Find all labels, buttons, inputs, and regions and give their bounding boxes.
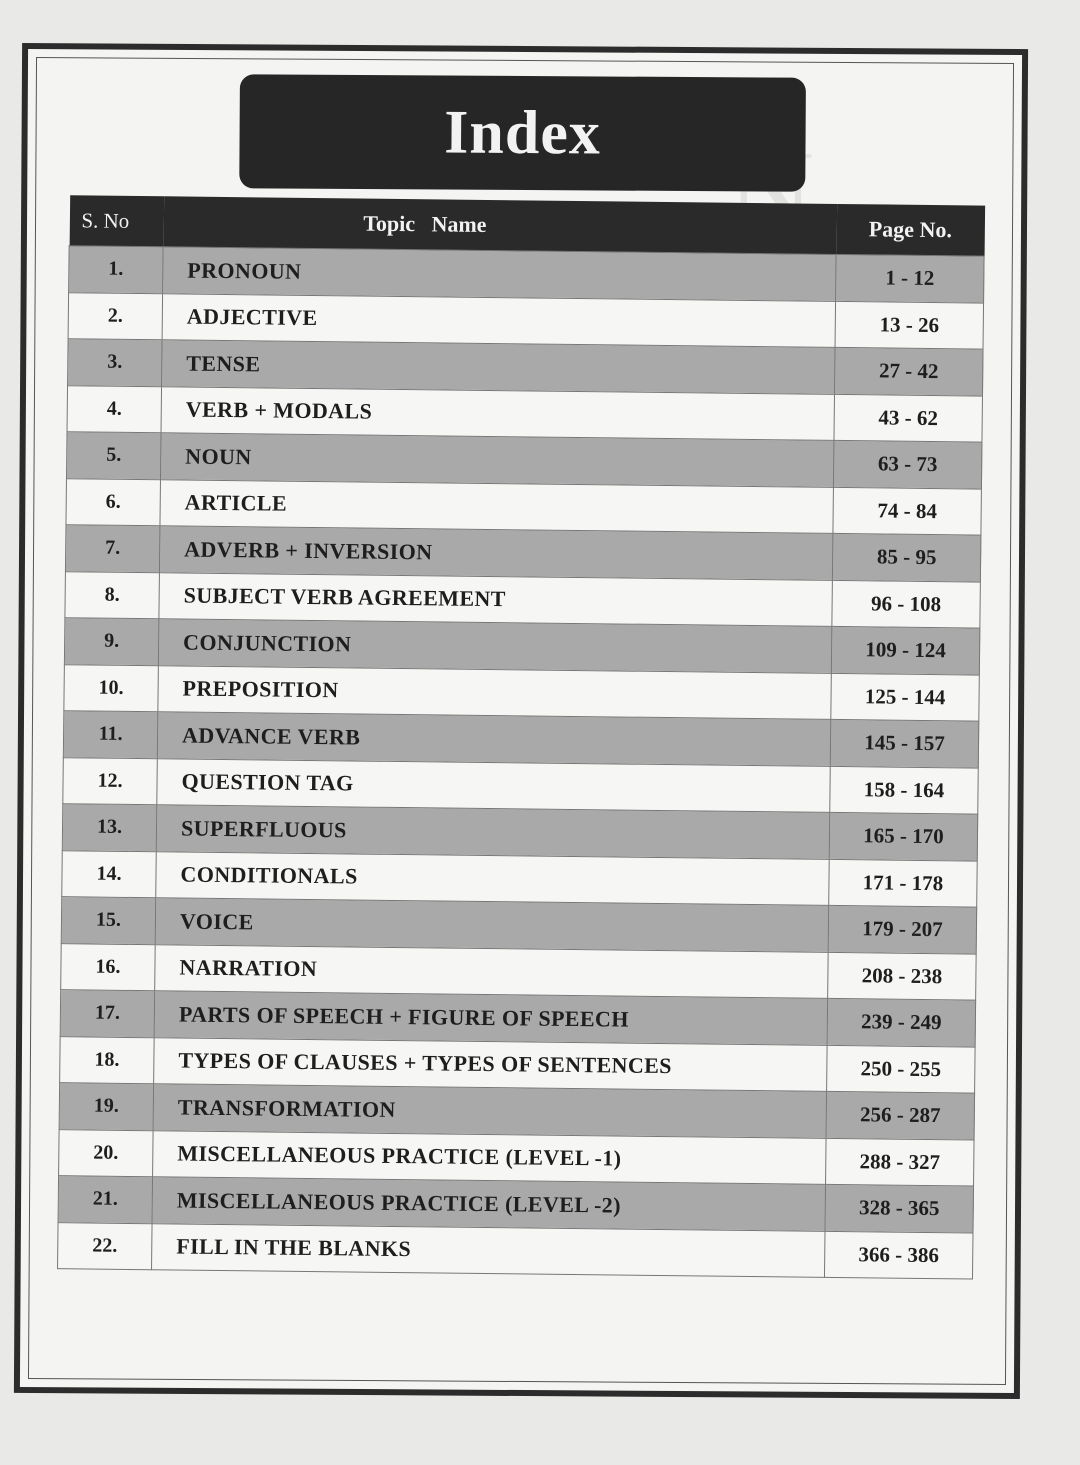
row-sno: 15. <box>61 897 156 945</box>
row-pages: 43 - 62 <box>834 394 983 442</box>
row-pages: 1 - 12 <box>836 254 985 302</box>
row-pages: 74 - 84 <box>833 487 982 535</box>
row-topic: VOICE <box>155 898 828 952</box>
row-pages: 256 - 287 <box>826 1091 975 1139</box>
row-topic: TYPES OF CLAUSES + TYPES OF SENTENCES <box>154 1037 827 1091</box>
row-pages: 250 - 255 <box>827 1045 976 1093</box>
row-topic: MISCELLANEOUS PRACTICE (LEVEL -2) <box>152 1177 825 1231</box>
row-topic: PARTS OF SPEECH + FIGURE OF SPEECH <box>154 991 827 1045</box>
row-sno: 2. <box>68 292 163 340</box>
row-topic: NOUN <box>160 433 833 487</box>
row-sno: 10. <box>64 664 159 712</box>
row-sno: 3. <box>68 339 163 387</box>
row-pages: 85 - 95 <box>832 533 981 581</box>
row-sno: 5. <box>66 432 161 480</box>
row-pages: 27 - 42 <box>834 347 983 395</box>
row-sno: 11. <box>63 711 158 759</box>
row-sno: 1. <box>69 246 164 294</box>
row-sno: 12. <box>63 757 158 805</box>
row-sno: 9. <box>64 618 159 666</box>
column-header-topic: Topic Name <box>163 196 837 254</box>
row-topic: PREPOSITION <box>158 665 831 719</box>
table-body <box>58 246 985 1279</box>
row-sno: 7. <box>65 525 160 573</box>
row-sno: 13. <box>62 804 157 852</box>
row-topic: ADVANCE VERB <box>157 712 830 766</box>
row-pages: 179 - 207 <box>828 905 977 953</box>
row-pages: 328 - 365 <box>825 1184 974 1232</box>
row-pages: 239 - 249 <box>827 998 976 1046</box>
row-sno: 19. <box>59 1083 154 1131</box>
row-topic: MISCELLANEOUS PRACTICE (LEVEL -1) <box>153 1130 826 1184</box>
row-sno: 21. <box>58 1176 153 1224</box>
row-pages: 109 - 124 <box>831 626 980 674</box>
column-header-page: Page No. <box>836 204 985 256</box>
row-sno: 17. <box>60 990 155 1038</box>
row-topic: ARTICLE <box>160 479 833 533</box>
row-topic: ADJECTIVE <box>162 293 835 347</box>
title-banner <box>239 74 806 191</box>
row-sno: 18. <box>60 1036 155 1084</box>
column-header-sno: S. No <box>69 195 164 247</box>
row-sno: 6. <box>66 478 161 526</box>
row-topic: CONDITIONALS <box>156 851 829 905</box>
page-title: Index <box>444 98 602 167</box>
row-topic: CONJUNCTION <box>158 619 831 673</box>
row-pages: 125 - 144 <box>831 673 980 721</box>
row-pages: 158 - 164 <box>830 766 979 814</box>
row-sno: 22. <box>58 1222 153 1270</box>
row-topic: QUESTION TAG <box>157 758 830 812</box>
row-topic: TRANSFORMATION <box>153 1084 826 1138</box>
row-pages: 171 - 178 <box>829 859 978 907</box>
row-pages: 13 - 26 <box>835 301 984 349</box>
row-sno: 8. <box>65 571 160 619</box>
row-pages: 165 - 170 <box>829 812 978 860</box>
row-sno: 14. <box>62 850 157 898</box>
row-pages: 96 - 108 <box>832 580 981 628</box>
row-topic: SUBJECT VERB AGREEMENT <box>159 572 832 626</box>
row-topic: FILL IN THE BLANKS <box>152 1223 825 1277</box>
row-pages: 366 - 386 <box>824 1231 973 1279</box>
row-topic: VERB + MODALS <box>161 386 834 440</box>
row-pages: 288 - 327 <box>826 1138 975 1186</box>
index-table <box>57 195 985 1279</box>
row-topic: SUPERFLUOUS <box>156 805 829 859</box>
row-pages: 208 - 238 <box>828 952 977 1000</box>
row-pages: 145 - 157 <box>830 719 979 767</box>
row-sno: 4. <box>67 385 162 433</box>
table-row <box>58 1222 973 1279</box>
row-topic: TENSE <box>162 340 835 394</box>
row-topic: PRONOUN <box>163 247 836 301</box>
row-sno: 20. <box>59 1129 154 1177</box>
row-sno: 16. <box>61 943 156 991</box>
row-pages: 63 - 73 <box>833 440 982 488</box>
row-topic: NARRATION <box>155 944 828 998</box>
row-topic: ADVERB + INVERSION <box>159 526 832 580</box>
bleed-through-text: N <box>726 125 815 259</box>
index-page <box>14 43 1028 1399</box>
